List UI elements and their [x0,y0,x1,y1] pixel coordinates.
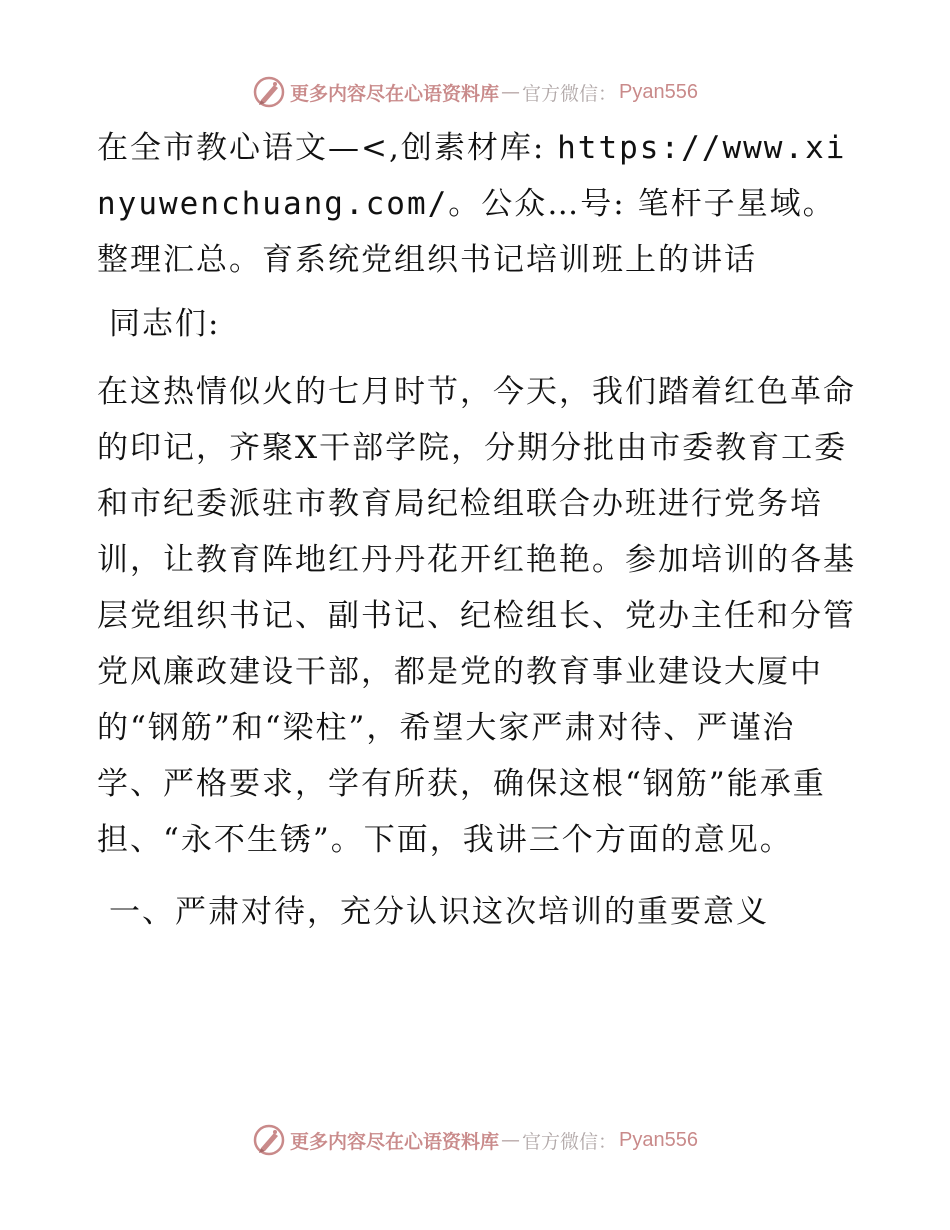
watermark-wechat-id: Pyan556 [619,1128,698,1151]
pen-logo-icon [252,1123,286,1157]
header-watermark [0,72,950,112]
intro-url: https://www.xinyuwenchuang.com/ [97,130,847,222]
watermark-main-text: 更多内容尽在心语资料库 [290,82,500,105]
intro-paragraph [97,120,857,288]
watermark-dash: — [501,1129,521,1151]
greeting: 同志们: [109,306,221,342]
footer-watermark [0,1120,950,1160]
watermark-sub-text: 官方微信： [522,1130,618,1153]
watermark-main-text: 更多内容尽在心语资料库 [290,1130,500,1153]
intro-prefix: 在全市教心语文—<,创素材库: [97,130,558,166]
section-heading-1: 一、严肃对待，充分认识这次培训的重要意义 [109,894,769,930]
paragraph-1: 在这热情似火的七月时节，今天，我们踏着红色革命的印记，齐聚X干部学院，分期分批由市委教育工委和市纪委派驻市教育局纪检组联合办班进行党务培训，让教育阵地红丹丹花开红艳艳。参加培训的各基层党组织书记、副书记、纪检组长、党办主任和分管党风廉政建设干部，都是党的教育事业建设大厦中的“钢筋”和“梁柱”，希望大家严肃对待、严谨治学、严格要求，学有所获，确保这根“钢筋”能承重担、“永不生锈”。下面，我讲三个方面的意见。 [97,374,856,858]
document-body [97,120,857,940]
watermark-dash: — [501,81,521,103]
intro-suffix: 。公众…号: 笔杆子星域。整理汇总。育系统党组织书记培训班上的讲话 [97,186,836,278]
watermark-sub-text: 官方微信： [522,82,618,105]
watermark-wechat-id: Pyan556 [619,80,698,103]
pen-logo-icon [252,75,286,109]
